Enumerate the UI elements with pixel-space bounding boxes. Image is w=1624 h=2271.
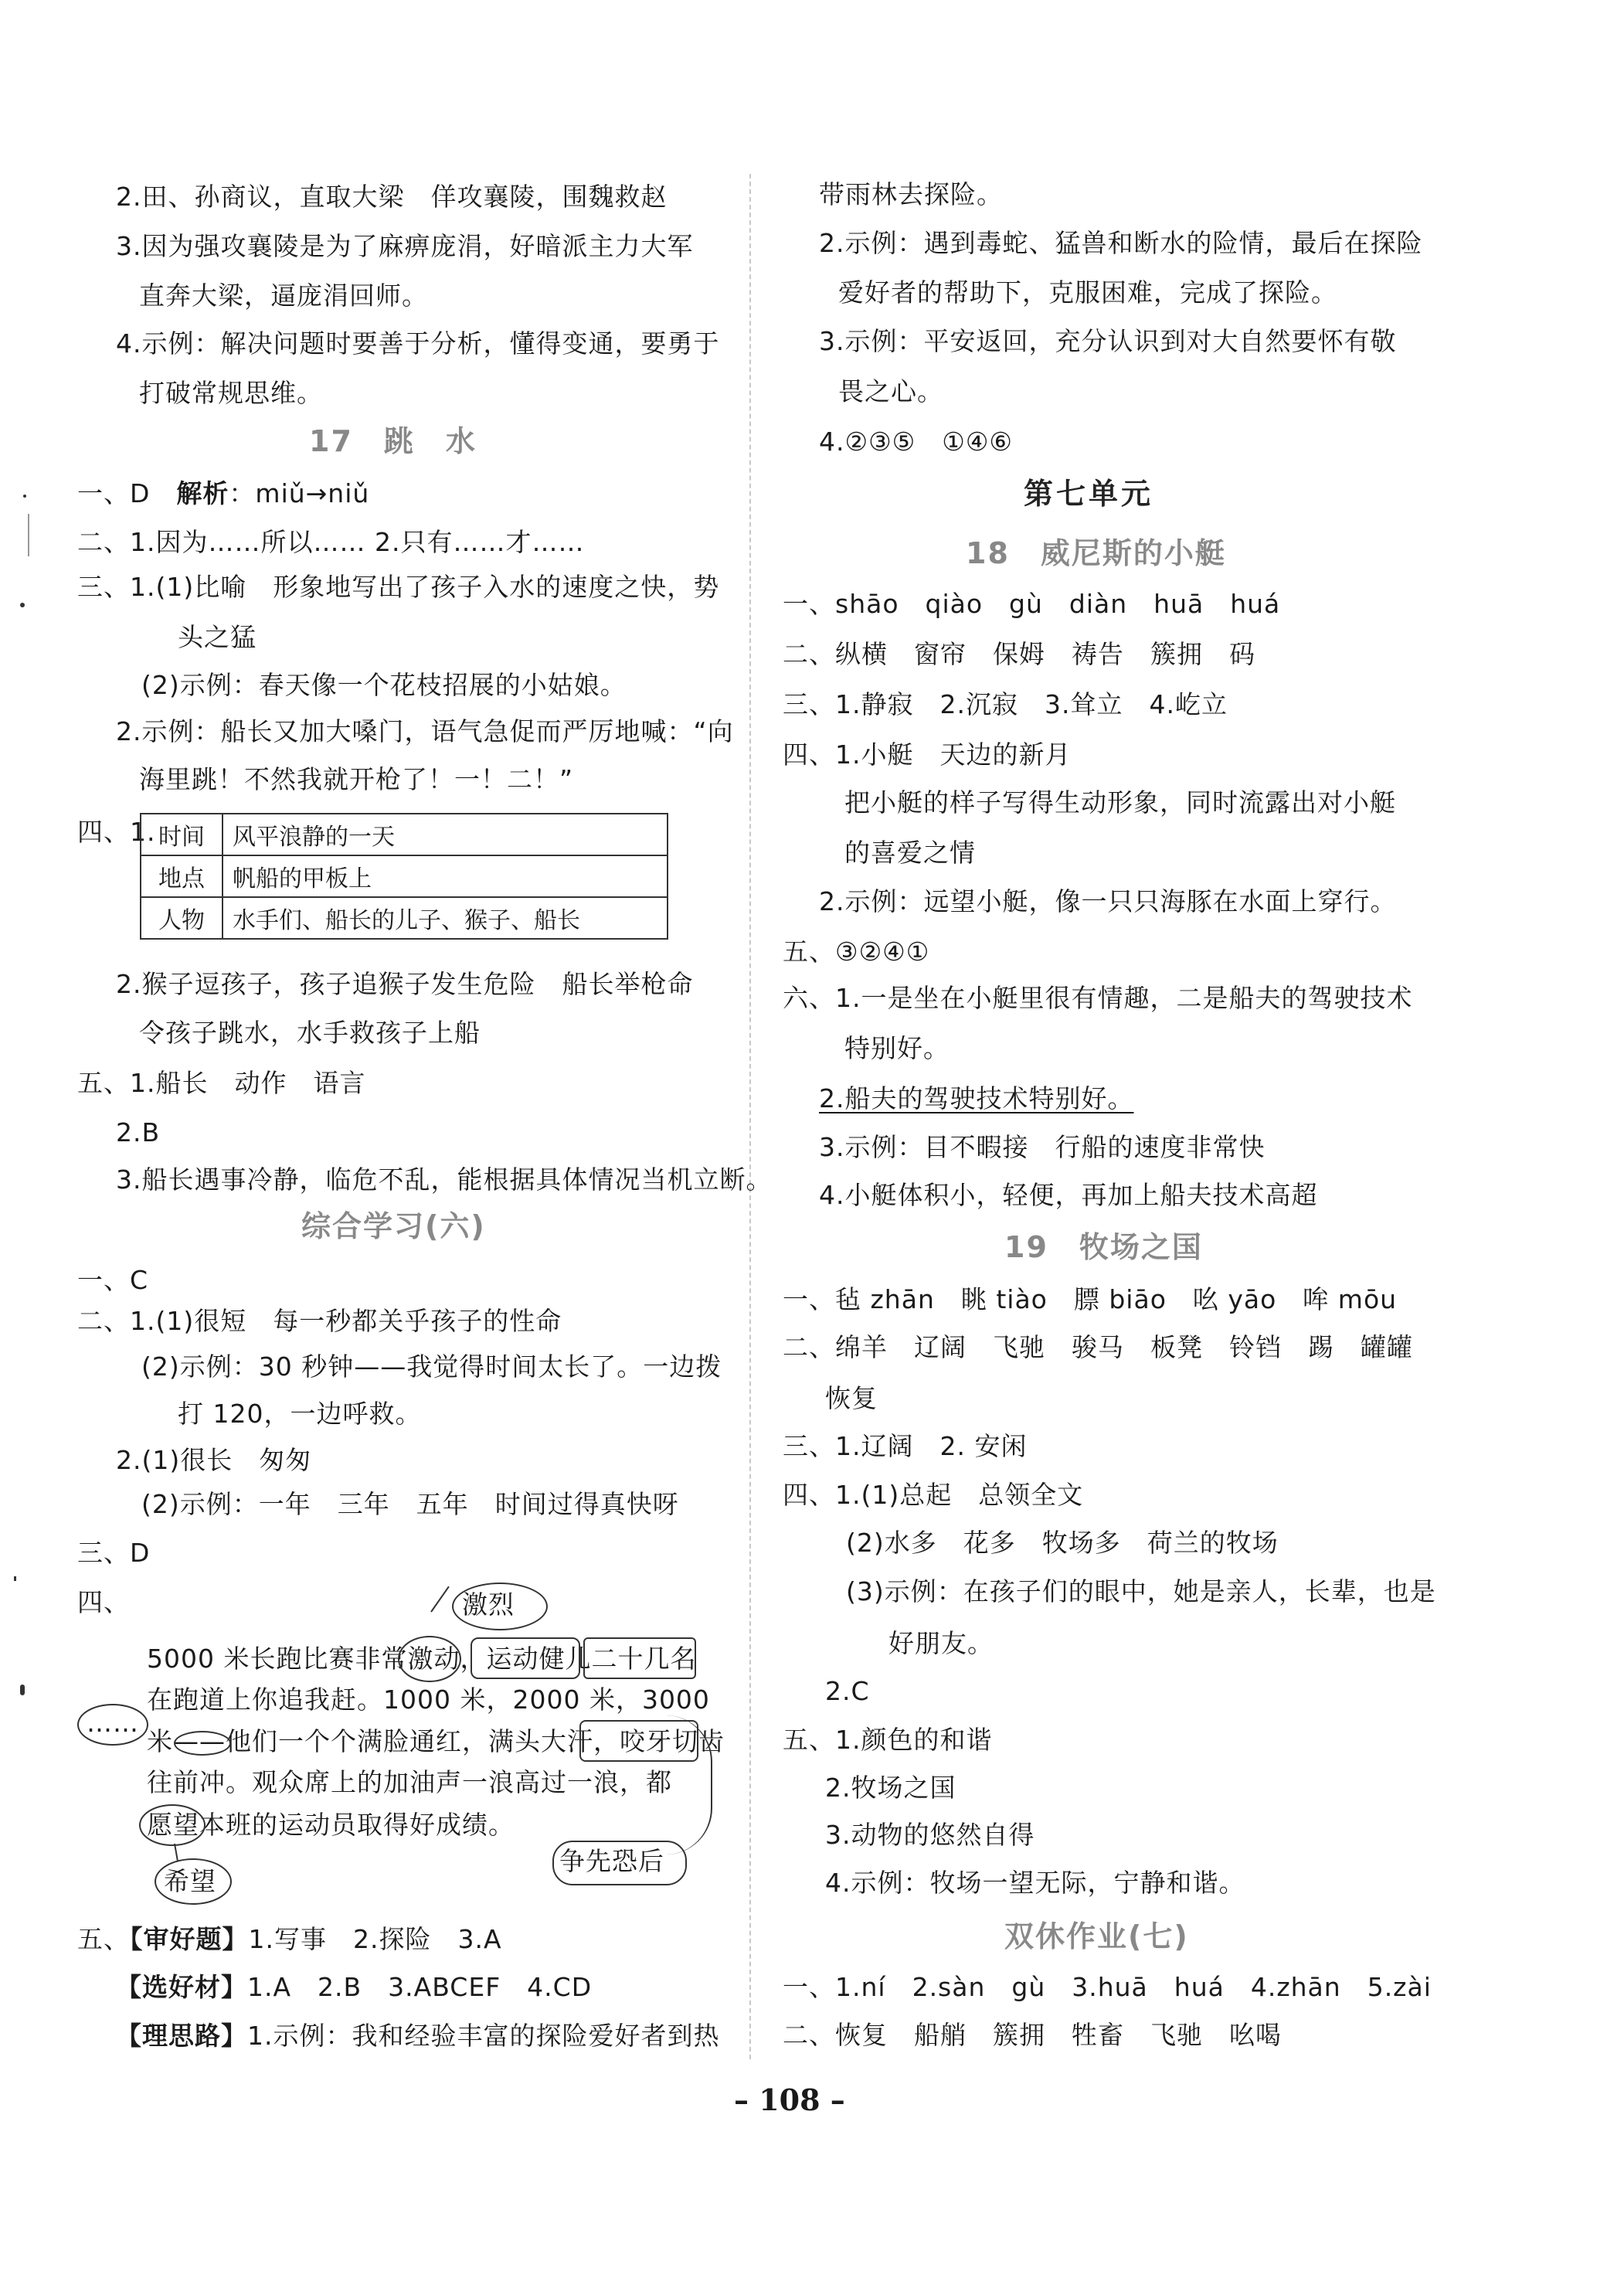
correction-line (174, 1844, 178, 1861)
correction-circle (398, 1636, 461, 1682)
answer-line: 2.示例：远望小艇，像一只只海豚在水面上穿行。 (819, 886, 1397, 916)
answer-line: 2.C (825, 1676, 870, 1706)
answer-line: 恢复 (825, 1383, 878, 1413)
answer-line: 特别好。 (844, 1033, 950, 1063)
answer-line: 二、绵羊 辽阔 飞驰 骏马 板凳 铃铛 踢 罐罐 (783, 1332, 1413, 1362)
answer-line: 二、1.(1)很短 每一秒都关乎孩子的性命 (77, 1306, 562, 1336)
answer-line: 2.(1)很长 匆匆 (116, 1445, 312, 1475)
answer-line: 2.猴子逗孩子，孩子追猴子发生危险 船长举枪命 (116, 969, 694, 999)
table-key: 时间 (141, 814, 223, 855)
answer-line: (2)示例：一年 三年 五年 时间过得真快呀 (141, 1489, 679, 1519)
section-heading-19: 19 牧场之国 (1004, 1230, 1203, 1264)
answer-line: 一、1.ní 2.sàn gù 3.huā huá 4.zhān 5.zài (783, 1972, 1432, 2002)
answer-line: 二、纵横 窗帘 保姆 祷告 簇拥 码 (783, 639, 1255, 669)
tag-label: 【审好题】 (130, 1924, 249, 1954)
scan-mark (20, 603, 25, 607)
answer-line: (3)示例：在孩子们的眼中，她是亲人，长辈，也是 (846, 1576, 1436, 1606)
table-row (141, 814, 668, 855)
answer-text: 五、 (77, 1924, 130, 1954)
table-value: 水手们、船长的儿子、猴子、船长 (223, 897, 668, 939)
column-divider (749, 174, 751, 2059)
section-heading-zonghe: 综合学习(六) (301, 1209, 486, 1243)
answer-line (116, 1974, 592, 2000)
handwritten-correction: …… (87, 1708, 139, 1738)
answer-line: 带雨林去探险。 (819, 179, 1003, 209)
answer-line: 一、毡 zhān 眺 tiào 膘 biāo 吆 yāo 哞 mōu (783, 1284, 1398, 1314)
answer-line: 令孩子跳水，水手救孩子上船 (139, 1018, 481, 1048)
correction-curve (664, 1715, 712, 1855)
tag-label: 【选好材】 (116, 1972, 247, 2002)
answer-line: 4.示例：解决问题时要善于分析，懂得变通，要勇于 (116, 328, 720, 359)
answer-line: 3.动物的悠然自得 (825, 1820, 1035, 1850)
table-row (141, 897, 668, 939)
scan-mark (20, 1685, 25, 1695)
correction-circle (174, 1731, 231, 1756)
analysis-label: 解析 (176, 478, 229, 508)
handwritten-correction: 希望 (164, 1866, 216, 1896)
answer-line: 2.牧场之国 (825, 1773, 956, 1803)
correction-box (471, 1637, 580, 1679)
answer-text: 1.A 2.B 3.ABCEF 4.CD (247, 1972, 593, 2002)
answer-line: (2)示例：30 秒钟——我觉得时间太长了。一边拨 (141, 1351, 722, 1382)
info-table (140, 813, 668, 940)
correction-box (583, 1637, 696, 1679)
passage-line: 5000 米长跑比赛非常激动，运动健儿二十几名 (147, 1644, 697, 1674)
answer-line: 五、1.颜色的和谐 (783, 1725, 993, 1755)
passage-line: 在跑道上你追我赶。1000 米，2000 米，3000 (147, 1685, 710, 1715)
answer-line: 五、1.船长 动作 语言 (77, 1068, 366, 1098)
scan-mark (23, 495, 26, 498)
table-value: 风平浪静的一天 (223, 814, 668, 855)
answer-line: 四、1.(1)总起 总领全文 (783, 1480, 1084, 1510)
answer-line: 2.示例：船长又加大嗓门，语气急促而严厉地喊：“向 (116, 716, 734, 746)
table-value: 帆船的甲板上 (223, 855, 668, 897)
handwritten-correction: 激烈 (462, 1589, 515, 1620)
answer-text: 1.示例：我和经验丰富的探险爱好者到热 (247, 2021, 720, 2051)
answer-text: ：miǔ→niǔ (229, 478, 370, 508)
answer-line: 畏之心。 (838, 376, 943, 406)
passage-line: 愿望本班的运动员取得好成绩。 (147, 1810, 515, 1840)
answer-line: 好朋友。 (888, 1628, 994, 1658)
answer-text: 1.写事 2.探险 3.A (248, 1924, 502, 1954)
passage-line: 米——他们一个个满脸通红，满头大汗，咬牙切齿 (147, 1726, 725, 1756)
answer-line: 三、1.辽阔 2. 安闲 (783, 1431, 1028, 1461)
answer-line (77, 478, 370, 508)
answer-line: 3.因为强攻襄陵是为了麻痹庞涓，好暗派主力大军 (116, 231, 694, 261)
answer-line: 四、 (77, 1587, 130, 1617)
answer-line: 打破常规思维。 (139, 378, 323, 408)
answer-text: 一、D (77, 478, 177, 508)
answer-line: (2)示例：春天像一个花枝招展的小姑娘。 (141, 670, 627, 700)
answer-line: 直奔大梁，逼庞涓回师。 (139, 280, 428, 311)
answer-line: 四、1. (77, 817, 156, 847)
answer-line: 五、③②④① (783, 937, 930, 967)
answer-line: 一、C (77, 1265, 149, 1295)
answer-line: 三、1.静寂 2.沉寂 3.耸立 4.屹立 (783, 689, 1228, 719)
scan-mark (14, 1576, 16, 1581)
scan-mark (28, 514, 29, 556)
answer-line: 3.示例：目不暇接 行船的速度非常快 (819, 1132, 1266, 1162)
answer-line: 三、1.(1)比喻 形象地写出了孩子入水的速度之快，势 (77, 572, 720, 602)
answer-line: 4.②③⑤ ①④⑥ (819, 427, 1013, 457)
answer-line: 4.示例：牧场一望无际，宁静和谐。 (825, 1868, 1245, 1898)
answer-line: 2.田、孙商议，直取大梁 佯攻襄陵，围魏救赵 (116, 182, 668, 212)
page-number: – 108 – (734, 2082, 845, 2117)
answer-line: 四、1.小艇 天边的新月 (783, 739, 1072, 770)
tag-label: 【理思路】 (116, 2021, 247, 2051)
section-heading-18: 18 威尼斯的小艇 (966, 536, 1226, 570)
table-key: 地点 (141, 855, 223, 897)
answer-line: 爱好者的帮助下，克服困难，完成了探险。 (838, 277, 1337, 308)
answer-line: 二、1.因为……所以…… 2.只有……才…… (77, 527, 585, 557)
table-key: 人物 (141, 897, 223, 939)
answer-line (77, 1926, 502, 1952)
correction-line (430, 1586, 450, 1613)
passage-line: 往前冲。观众席上的加油声一浪高过一浪，都 (147, 1767, 672, 1797)
answer-line: 把小艇的样子写得生动形象，同时流露出对小艇 (844, 787, 1396, 818)
section-heading-17: 17 跳 水 (309, 424, 477, 458)
table-row (141, 855, 668, 897)
answer-line: 2.B (116, 1117, 161, 1147)
section-heading-shuangxiu: 双休作业(七) (1004, 1919, 1189, 1953)
answer-line: 海里跳！不然我就开枪了！一！二！” (139, 764, 574, 794)
answer-line: 3.船长遇事冷静，临危不乱，能根据具体情况当机立断。 (116, 1164, 773, 1195)
answer-line: 3.示例：平安返回，充分认识到对大自然要怀有敬 (819, 326, 1397, 356)
answer-line: 六、1.一是坐在小艇里很有情趣，二是船夫的驾驶技术 (783, 983, 1413, 1013)
answer-line: (2)水多 花多 牧场多 荷兰的牧场 (846, 1528, 1279, 1558)
answer-line: 的喜爱之情 (844, 838, 976, 868)
answer-line: 二、恢复 船艄 簇拥 牲畜 飞驰 吆喝 (783, 2020, 1282, 2050)
answer-line: 4.小艇体积小，轻便，再加上船夫技术高超 (819, 1180, 1318, 1210)
answer-line: 三、D (77, 1538, 151, 1568)
unit-heading: 第七单元 (1024, 477, 1154, 511)
answer-line: 打 120，一边呼救。 (178, 1399, 422, 1429)
correction-circle (139, 1804, 206, 1846)
handwritten-correction: 争先恐后 (559, 1846, 664, 1876)
answer-line: 2.示例：遇到毒蛇、猛兽和断水的险情，最后在探险 (819, 228, 1423, 258)
answer-line: 头之猛 (178, 622, 257, 652)
answer-line: 一、shāo qiào gù diàn huā huá (783, 589, 1281, 619)
answer-line: 2.船夫的驾驶技术特别好。 (819, 1083, 1134, 1113)
answer-line (116, 2021, 720, 2051)
